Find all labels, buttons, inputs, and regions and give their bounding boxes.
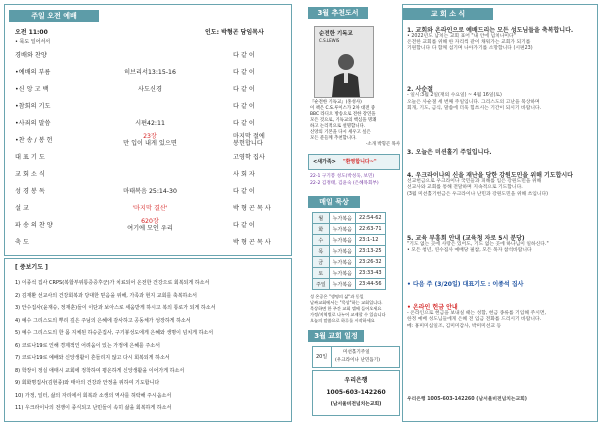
book-desc-line: 신앙의 기본을 다시 세우고 싶은 <box>310 130 371 135</box>
worship-item-name: •사죄의 말씀 <box>15 120 51 127</box>
worship-item-content: 사도신경 <box>138 86 162 93</box>
bible-cell-ref: 22:63-71 <box>356 224 386 235</box>
prayer-item: 8) 학장이 정실 애태시 교회에 정착하여 평온하게 신앙생활을 이어가게 하소서 <box>15 367 185 374</box>
bank-name: 우리은행 <box>344 377 368 384</box>
author-portrait <box>329 49 363 97</box>
book-desc-line: 이 책은 C.S.루이스가 2차 대전 중 <box>310 106 376 111</box>
worship-time: 오전 11:00 <box>15 29 48 36</box>
bible-note-line: 날짜교회에서는 "묵상"하는 교회입니다. <box>310 300 383 305</box>
prayer-item: 4) 예수 그리스도의 뿌리 깊은 주님의 은혜에 감사하고 공동체가 성장하게 하소서 <box>15 317 191 324</box>
bible-cell-ref: 22:54-62 <box>356 213 386 224</box>
book-desc-line: 모은 것으로, 기독교의 핵심을 명쾌 <box>310 118 377 123</box>
worship-item-name: 축 도 <box>15 239 29 246</box>
bible-note-line: 가정/지역별로 나누어 교제할 수 있습니다 <box>310 312 386 317</box>
book-desc-line: 모든 분들께 추천합니다. <box>310 136 357 141</box>
worship-row <box>15 183 285 197</box>
worship-item-person: 다 같 이 <box>233 222 255 229</box>
bible-cell-day: 월 <box>313 213 330 224</box>
worship-row <box>15 200 285 214</box>
bible-row <box>313 224 386 235</box>
bible-table <box>312 212 386 290</box>
news-item <box>407 25 598 53</box>
news-item-title: 5. 교육 부흥회 안내 (교육청 자로 5시 분당) <box>407 234 525 242</box>
bible-cell-ref: 23:33-43 <box>356 268 386 279</box>
worship-item-person: 다 같 이 <box>233 69 255 76</box>
bible-cell-day: 주일 <box>313 279 330 290</box>
prayer-item: 6) 코로나19로 인해 경제적인 어려움이 있는 가정에 은혜를 주소서 <box>15 342 160 349</box>
news-bank-text: 우리은행 1005-603-142260 (남서울비전넘치는교회) <box>407 397 527 402</box>
news-item-title: 1. 교회와 온라인으로 예배드리는 모든 성도님들을 축복합니다. <box>407 27 574 34</box>
news-bank-line <box>407 397 598 403</box>
bank-box <box>312 370 400 416</box>
news-item-line: • 모든 청년, 연수집사 예배당 필참, 모든 목자 참석바랍니다 <box>407 248 532 254</box>
worship-item-person: 고영학 집사 <box>233 154 265 161</box>
news-header: 교 회 소 식 <box>403 8 493 20</box>
worship-row <box>15 149 285 163</box>
prayer-panel <box>4 258 292 422</box>
bible-note <box>310 294 400 324</box>
worship-row <box>15 132 285 146</box>
news-item-title: • 다음 주 (3/20일) 대표기도 : 이종석 집사 <box>407 281 524 289</box>
news-item-title: 2. 사순절 <box>407 86 433 94</box>
worship-leader: 인도: 박형곤 담임목사 <box>205 29 264 36</box>
worship-row <box>15 115 285 129</box>
worship-item-name: 교 회 소 식 <box>15 171 45 178</box>
news-item-line: 선교헌금으로 우크라이나 국민들과 피해를 입은 강원도민을 위해 <box>407 179 542 185</box>
news-panel <box>402 4 598 422</box>
prayer-item: 9) 회화명집사(김현종)와 태아의 건강과 안정을 위하여 기도합니다 <box>15 380 160 386</box>
book-desc-line: 하고 논리적으로 설명합니다. <box>310 124 366 129</box>
newcomer-text: "환영합니다~" <box>343 159 377 165</box>
bible-cell-day: 금 <box>313 257 330 268</box>
news-item-line: 오늘은 사순절 세 번째 주일입니다. 그리스도의 고난을 묵상하며 <box>407 99 540 105</box>
worship-item-name: •참회의 기도 <box>15 103 51 110</box>
news-item-title: 3. 오늘은 미션홀기 주일입니다. <box>407 149 492 157</box>
news-item-line: 한정 예배 성도님들에게 은혜 전 입금 전화를 드리시기 바랍니다. <box>407 317 542 323</box>
news-item-line: 온전한 교회를 위해 한 자리씩 같이 채워가는 교회가 되기를 <box>407 40 531 46</box>
worship-item-name: •신 앙 고 백 <box>15 86 49 93</box>
worship-item-person: 박 형 곤 목 사 <box>233 205 271 212</box>
bible-header: 매일 묵상 <box>308 196 360 208</box>
newcomer-name: 22-2 김정태, 김윤숙 (은혜목회부) <box>310 181 379 186</box>
book-desc-line: BBC 라디오 방송으로 전한 강연을 <box>310 112 376 117</box>
prayer-item: 10) 가정, 일터, 삶의 자리에서 회복과 소생의 역사를 허락해 주시옵소서 <box>15 392 172 399</box>
news-item-line: 선교사와 교회를 통해 전달하며 지속적으로 기도합니다. <box>407 185 523 191</box>
news-item-line: - 온라인으로 헌금을 보내실 때는 성함, 헌금 종류를 기입해 주시면, <box>407 311 546 317</box>
worship-item-content: 23장 <box>143 133 157 140</box>
newcomer-box <box>308 154 400 170</box>
news-item-line: 메: 홍미미십일조, 김미미감사, 박미미선교 등 <box>407 323 502 329</box>
worship-item-person-sub: 봉헌합니다 <box>233 140 263 147</box>
prayer-item: 5) 예수 그리스도의 한 몸 지체된 하승준집사, 구기봉성도에게 은혜와 생명이 넘치게 하소서 <box>15 330 214 336</box>
news-item-line: - 일시:3월 2일(재의 수요일) ~ 4월 16일(토) <box>407 93 502 99</box>
worship-row <box>15 81 285 95</box>
news-item <box>407 170 598 198</box>
bible-cell-ref: 23:1-12 <box>356 235 386 246</box>
prayer-item: 7) 코로나19로 예배와 신앙생활이 흔들리지 않고 다시 회복되게 하소서 <box>15 355 170 361</box>
worship-row <box>15 234 285 248</box>
worship-row <box>15 64 285 78</box>
bible-note-line: 묵상하면 한 주간 교회 앱에 들어오세요 <box>310 306 382 311</box>
schedule-date: 20일 <box>316 354 328 360</box>
news-item-line: 회개, 기도, 금식, 말씀에 더욱 힘쓰시는 기간이 되시기 바랍니다. <box>407 105 542 111</box>
schedule-event: 미션홀기주일 <box>343 350 370 355</box>
schedule-header: 3월 교회 일정 <box>308 330 364 342</box>
bible-cell-book: 누가복음 <box>329 246 355 257</box>
schedule-row <box>312 346 400 368</box>
worship-row <box>15 47 285 61</box>
news-item <box>407 279 598 288</box>
bible-row <box>313 246 386 257</box>
bible-cell-day: 목 <box>313 246 330 257</box>
prayer-header: [ 중보기도 ] <box>15 264 48 271</box>
bible-cell-book: 누가복음 <box>329 279 355 290</box>
worship-item-name: •예배의 부름 <box>15 69 51 76</box>
worship-item-name: •찬 송 / 봉 헌 <box>15 137 53 144</box>
bible-cell-ref: 23:44-56 <box>356 279 386 290</box>
newcomer-name: 22-1 구기봉 성도(박성욱, 보민) <box>310 174 375 179</box>
book-desc <box>310 100 400 148</box>
prayer-item: 11) 우크라이나의 전쟁이 종식되고 난민들이 속히 삶을 회복하게 하소서 <box>15 405 172 411</box>
bible-cell-day: 수 <box>313 235 330 246</box>
book-author: C.S.LEWIS <box>319 38 340 43</box>
worship-item-name: 성 경 봉 독 <box>15 188 45 195</box>
worship-item-person: 사 회 자 <box>233 171 255 178</box>
bible-note-line: 성 온공은 "생명의 삶"과 동일 <box>310 294 364 299</box>
worship-row <box>15 166 285 180</box>
news-item-title: • 온라인 헌금 안내 <box>407 304 458 312</box>
recommended-header: 3월 추천도서 <box>308 7 368 19</box>
news-item <box>407 302 598 330</box>
news-item <box>407 147 598 156</box>
bible-cell-book: 누가복음 <box>329 224 355 235</box>
bible-cell-day: 토 <box>313 268 330 279</box>
bible-cell-book: 누가복음 <box>329 235 355 246</box>
bible-row <box>313 213 386 224</box>
bank-account: 1005-603-142260 <box>326 389 386 396</box>
worship-header: 주일 오전 예배 <box>9 10 99 22</box>
schedule-event-sub: (우크라이나 난민돕기) <box>335 358 380 363</box>
prayer-item: 1) 이종석 집사 CRPS(복합부위통증증후군)가 치료되어 온전한 건강으로 회복되게 하소서 <box>15 280 210 286</box>
worship-item-person: 다 같 이 <box>233 103 255 110</box>
news-item-line: "기도 없는 곳에 사랑은 있어도, 기도 없는 곳에 하나님이 일하신다." <box>407 241 549 247</box>
worship-item-person: 다 같 이 <box>233 52 255 59</box>
worship-item-content: '마지막 결산' <box>132 205 168 212</box>
bible-row <box>313 235 386 246</box>
news-item-line: • 2022년도 남치는 교회 표어 "내 안에 넘치나이다" <box>407 34 516 39</box>
newcomer-label: <새가족> <box>313 159 336 165</box>
worship-item-person: 다 같 이 <box>233 120 255 127</box>
worship-item-content: 히브리서13:15-16 <box>124 69 176 76</box>
worship-order-panel <box>4 4 292 256</box>
worship-item-content: 마태복음 25:14-30 <box>123 188 177 195</box>
prayer-item: 3) 안수집사(윤재승, 정재훈)들이 이단과 보아스로 세움받게 하시고 복의 통로가 되게 하소서 <box>15 305 216 311</box>
news-item-line: 기원합니다 다 함께 섬기며 나아가기를 소망합니다 (시편23) <box>407 46 533 52</box>
worship-item-person: 마지막 절에 <box>233 133 265 140</box>
bank-holder: (남서울비전넘치는교회) <box>330 402 382 407</box>
worship-item-name: 대 표 기 도 <box>15 154 45 161</box>
prayer-item: 2) 김재환 선교사의 건강회복과 당대한 믿음을 위해, 가족과 현지 교회를 축복하소서 <box>15 292 198 299</box>
book-title: 순전한 기독교 <box>319 31 353 37</box>
bible-note-line: 오늘의 말씀으로 하루를 시작하세요 <box>310 318 375 323</box>
book-desc-line: 『순전한 기독교』(홍성사) <box>310 100 362 105</box>
book-cover-image <box>314 26 374 98</box>
middle-column <box>308 4 400 420</box>
book-desc-author: -소개 박형곤 목사 <box>365 142 400 147</box>
worship-row <box>15 98 285 112</box>
news-item-line: (3월 미션홀기헌금은 우크라이나 난민과 강원도민을 위해 쓰입니다) <box>407 191 549 197</box>
worship-item-name: 파 송 의 찬 양 <box>15 222 53 229</box>
worship-item-name: 경배와 찬양 <box>15 52 47 59</box>
bible-cell-ref: 23:26-32 <box>356 257 386 268</box>
bible-cell-book: 누가복음 <box>329 268 355 279</box>
worship-item-person: 박 형 곤 목 사 <box>233 239 271 246</box>
bible-row <box>313 268 386 279</box>
bible-cell-ref: 23:13-25 <box>356 246 386 257</box>
news-item-title: 4. 우크라이나의 신을 재난을 당한 강원도민을 위해 기도합시다 <box>407 172 573 180</box>
worship-item-person: 다 같 이 <box>233 86 255 93</box>
bible-row <box>313 279 386 290</box>
bible-cell-book: 누가복음 <box>329 257 355 268</box>
worship-prelude: • 묵도 일어서서 <box>15 39 51 45</box>
bible-cell-day: 화 <box>313 224 330 235</box>
news-item <box>407 84 598 112</box>
prayer-list <box>15 277 287 415</box>
worship-item-content: 시편42:11 <box>135 120 165 127</box>
bible-row <box>313 257 386 268</box>
worship-item-person: 다 같 이 <box>233 188 255 195</box>
worship-item-content-sub: 만 입이 내게 있으면 <box>123 140 177 147</box>
bible-cell-book: 누가복음 <box>329 213 355 224</box>
worship-item-name: 설 교 <box>15 205 29 212</box>
worship-item-content-sub: 여기에 모인 우리 <box>127 225 173 232</box>
worship-row <box>15 217 285 231</box>
worship-rows <box>15 47 285 253</box>
worship-item-content: 620장 <box>141 218 159 225</box>
news-item <box>407 233 598 254</box>
